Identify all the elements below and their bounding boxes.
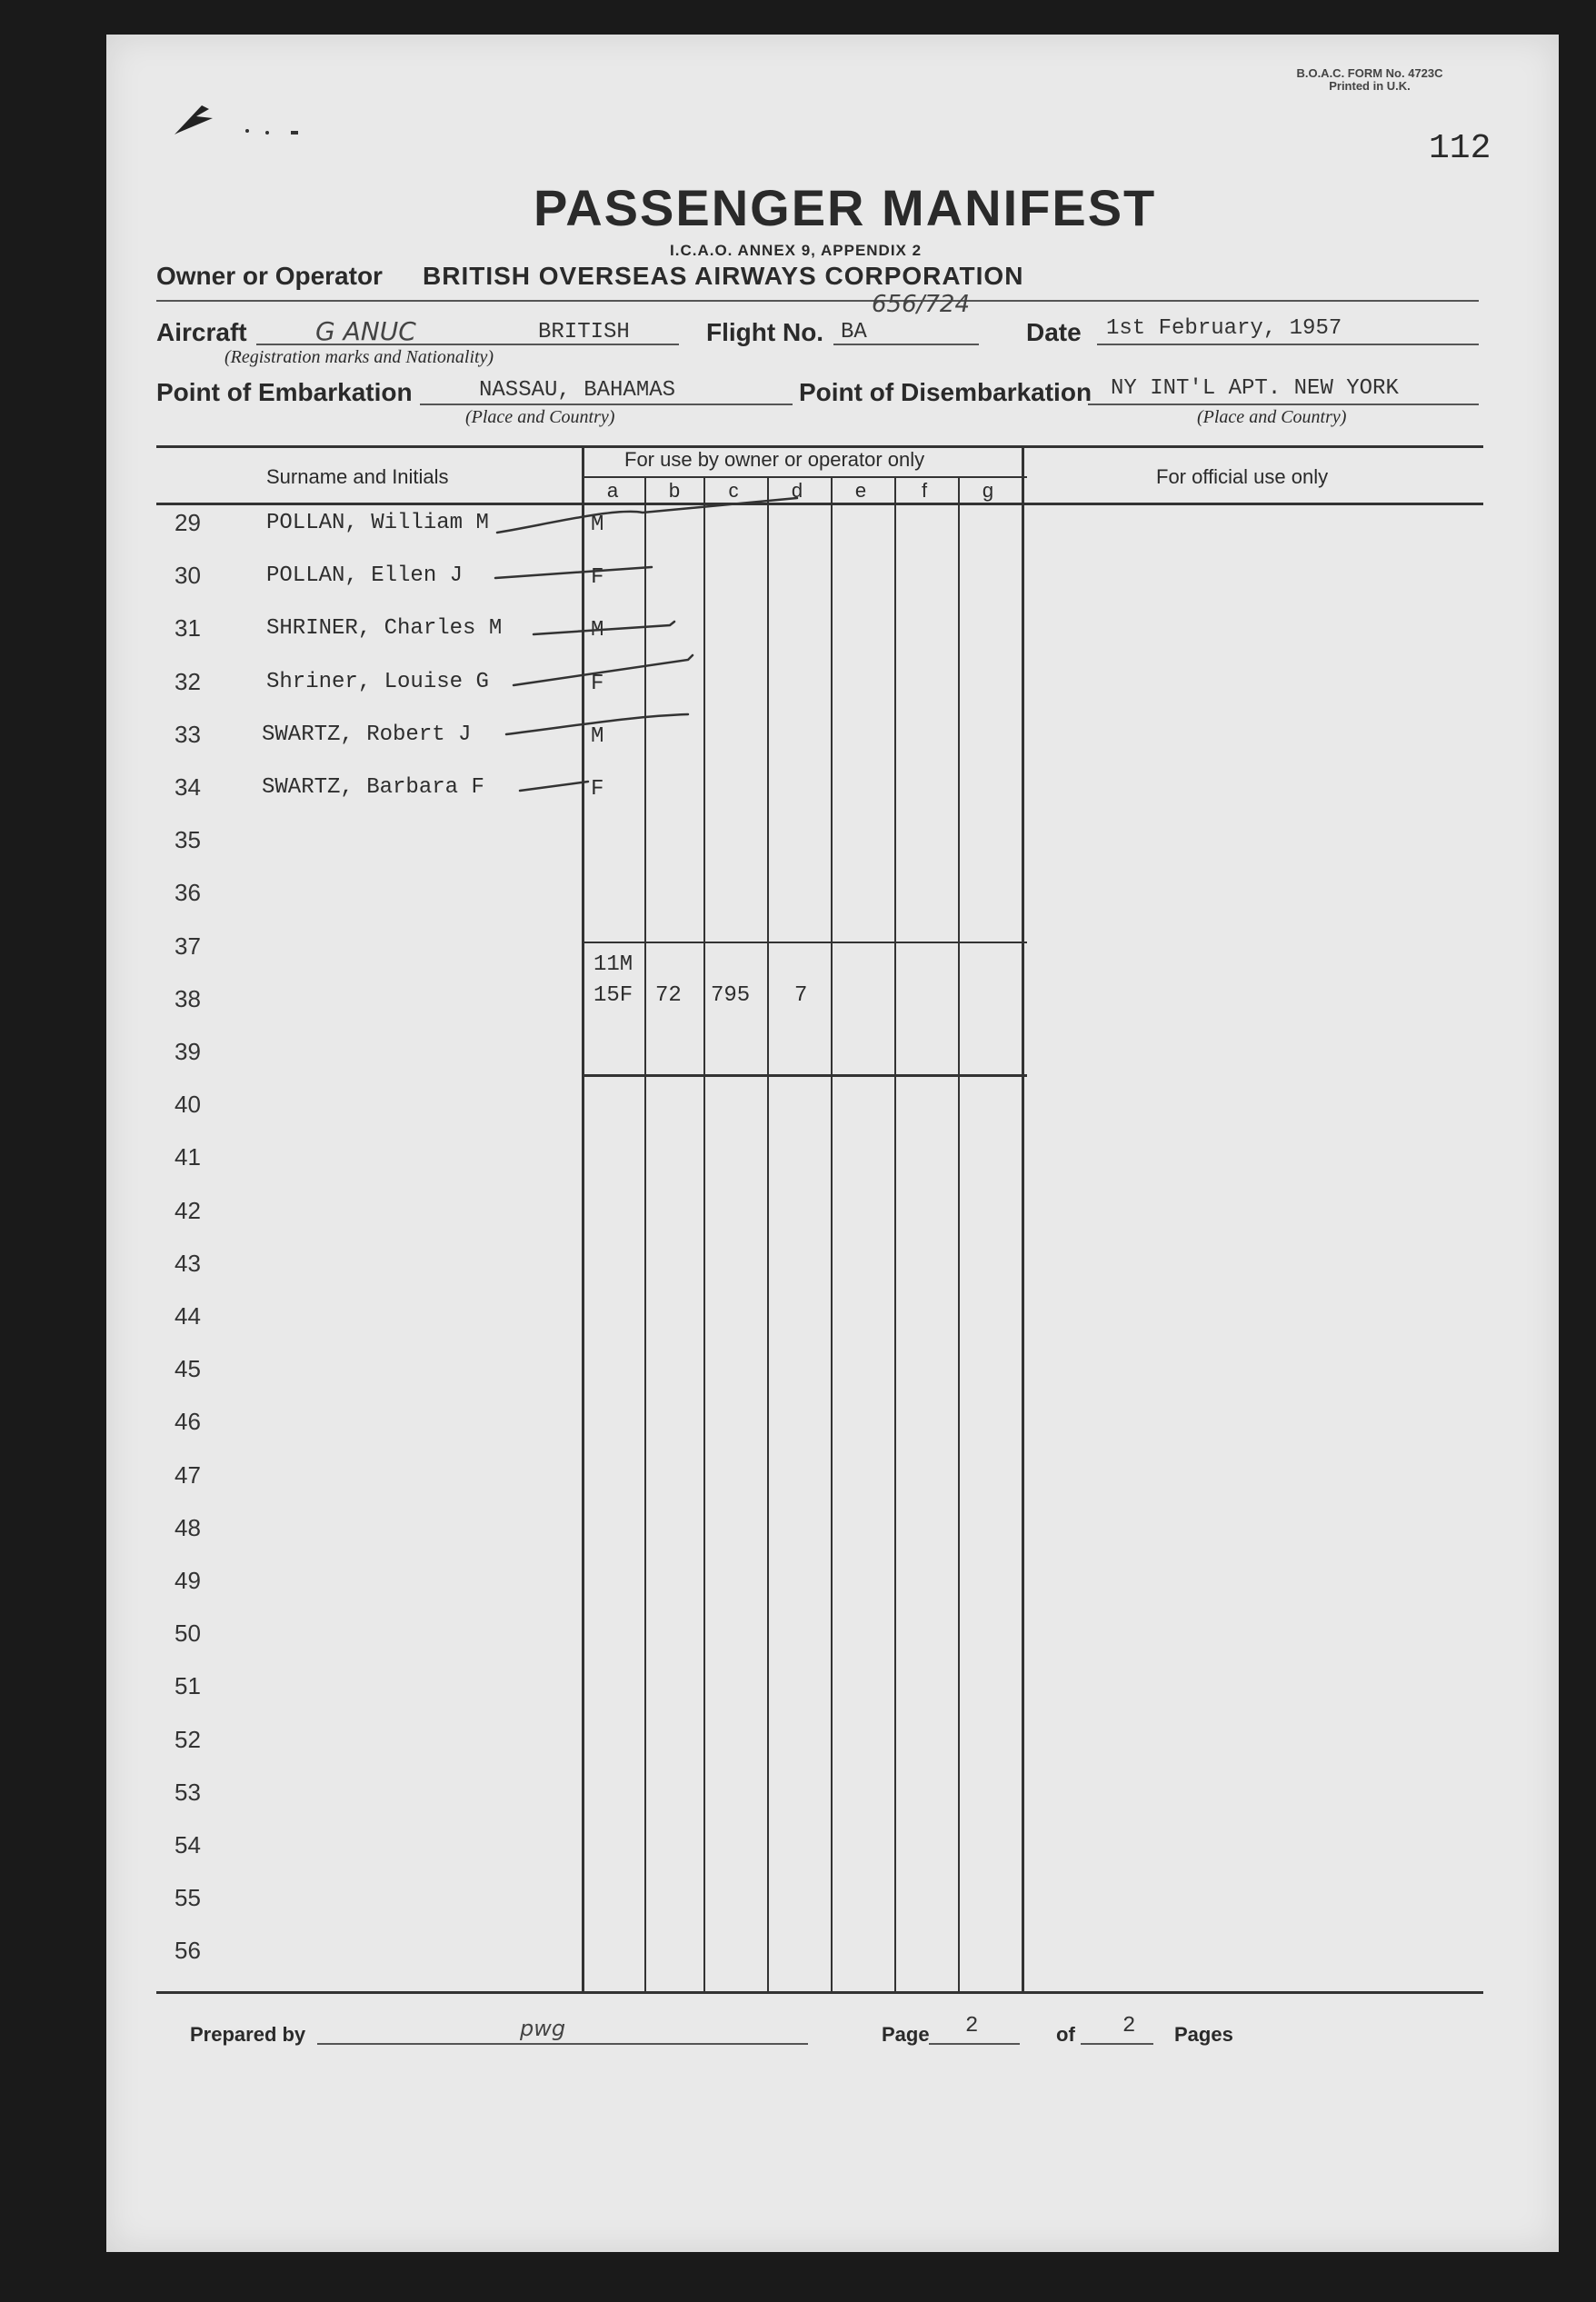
col-header-a: a bbox=[606, 479, 619, 502]
passenger-sex-cell: F bbox=[591, 777, 604, 802]
passenger-sex-cell: F bbox=[591, 565, 604, 590]
aircraft-label: Aircraft bbox=[156, 318, 247, 346]
disembarkation-caption: (Place and Country) bbox=[1197, 407, 1347, 427]
passenger-sex-cell: M bbox=[591, 513, 604, 537]
form-number-line2: Printed in U.K. bbox=[1329, 79, 1411, 93]
passenger-sex-cell: F bbox=[591, 672, 604, 696]
row-number: 53 bbox=[175, 1779, 201, 1806]
row-number: 48 bbox=[175, 1514, 201, 1541]
row-number: 49 bbox=[175, 1567, 201, 1594]
row-number: 41 bbox=[175, 1143, 201, 1171]
manifest-sheet bbox=[106, 35, 1559, 2252]
row-number: 29 bbox=[175, 509, 201, 536]
page-label: Page bbox=[882, 2023, 930, 2046]
form-title: PASSENGER MANIFEST bbox=[534, 179, 1157, 236]
aircraft-nationality: BRITISH bbox=[538, 320, 630, 344]
prepared-by-underline bbox=[317, 2043, 808, 2045]
row-number: 33 bbox=[175, 721, 201, 748]
official-use-header: For official use only bbox=[1156, 465, 1329, 488]
totals-b: 72 bbox=[655, 983, 682, 1008]
col-header-b: b bbox=[668, 479, 681, 502]
row-number: 47 bbox=[175, 1461, 201, 1489]
row-number: 37 bbox=[175, 932, 201, 960]
form-subtitle: I.C.A.O. ANNEX 9, APPENDIX 2 bbox=[670, 242, 923, 259]
prepared-by-label: Prepared by bbox=[190, 2023, 306, 2046]
row-number: 36 bbox=[175, 879, 201, 906]
passenger-name: SWARTZ, Robert J bbox=[262, 722, 472, 747]
owner-value: BRITISH OVERSEAS AIRWAYS CORPORATION bbox=[423, 262, 1024, 290]
row-number: 38 bbox=[175, 985, 201, 1012]
row-number: 45 bbox=[175, 1355, 201, 1382]
of-label: of bbox=[1056, 2023, 1075, 2046]
row-number: 30 bbox=[175, 562, 201, 589]
row-number: 32 bbox=[175, 668, 201, 695]
row-number: 50 bbox=[175, 1619, 201, 1647]
row-number: 54 bbox=[175, 1831, 201, 1859]
embarkation-caption: (Place and Country) bbox=[465, 407, 615, 427]
of-value: 2 bbox=[1122, 2014, 1136, 2038]
page-underline bbox=[929, 2043, 1020, 2045]
totals-a-males: 11M bbox=[594, 952, 633, 977]
page-value: 2 bbox=[965, 2014, 979, 2038]
col-header-c: c bbox=[728, 479, 739, 502]
owner-use-header: For use by owner or operator only bbox=[624, 448, 925, 471]
passenger-name: Shriner, Louise G bbox=[266, 670, 489, 694]
flight-number: 656/724 bbox=[872, 291, 971, 318]
page-stamp: 112 bbox=[1429, 129, 1491, 168]
of-underline bbox=[1081, 2043, 1153, 2045]
col-header-f: f bbox=[921, 479, 928, 502]
passenger-name: POLLAN, William M bbox=[266, 511, 489, 535]
passenger-name: SWARTZ, Barbara F bbox=[262, 775, 484, 800]
row-number: 35 bbox=[175, 826, 201, 853]
totals-a-females: 15F bbox=[594, 983, 633, 1008]
embarkation-value: NASSAU, BAHAMAS bbox=[479, 378, 676, 403]
row-number: 52 bbox=[175, 1726, 201, 1753]
date-label: Date bbox=[1026, 318, 1082, 346]
row-number: 42 bbox=[175, 1197, 201, 1224]
row-number: 51 bbox=[175, 1672, 201, 1699]
row-number: 40 bbox=[175, 1091, 201, 1118]
row-number: 55 bbox=[175, 1884, 201, 1911]
form-number-line1: B.O.A.C. FORM No. 4723C bbox=[1296, 66, 1443, 80]
prepared-by-initials: pwg bbox=[520, 2016, 566, 2041]
owner-label: Owner or Operator bbox=[156, 262, 383, 290]
aircraft-caption: (Registration marks and Nationality) bbox=[224, 347, 494, 367]
surname-header: Surname and Initials bbox=[266, 465, 449, 488]
row-number: 44 bbox=[175, 1302, 201, 1330]
flight-label: Flight No. bbox=[706, 318, 824, 346]
totals-d: 7 bbox=[794, 983, 808, 1008]
row-number: 56 bbox=[175, 1937, 201, 1964]
passenger-name: SHRINER, Charles M bbox=[266, 616, 503, 641]
passenger-name: POLLAN, Ellen J bbox=[266, 563, 464, 588]
disembarkation-label: Point of Disembarkation bbox=[799, 378, 1092, 406]
flight-prefix: BA bbox=[841, 320, 867, 344]
col-header-d: d bbox=[791, 479, 803, 502]
row-number: 34 bbox=[175, 773, 201, 801]
row-number: 31 bbox=[175, 614, 201, 642]
row-number: 43 bbox=[175, 1250, 201, 1277]
totals-c: 795 bbox=[711, 983, 751, 1008]
row-number: 46 bbox=[175, 1408, 201, 1435]
col-header-e: e bbox=[854, 479, 867, 502]
embarkation-label: Point of Embarkation bbox=[156, 378, 413, 406]
passenger-sex-cell: M bbox=[591, 724, 604, 749]
col-header-g: g bbox=[982, 479, 994, 502]
aircraft-registration: G ANUC bbox=[315, 316, 416, 346]
disembarkation-value: NY INT'L APT. NEW YORK bbox=[1111, 376, 1399, 401]
handwritten-check-strokes bbox=[106, 35, 1559, 2252]
passenger-sex-cell: M bbox=[591, 618, 604, 643]
row-number: 39 bbox=[175, 1038, 201, 1065]
pages-label: Pages bbox=[1174, 2023, 1233, 2046]
date-value: 1st February, 1957 bbox=[1106, 316, 1342, 341]
